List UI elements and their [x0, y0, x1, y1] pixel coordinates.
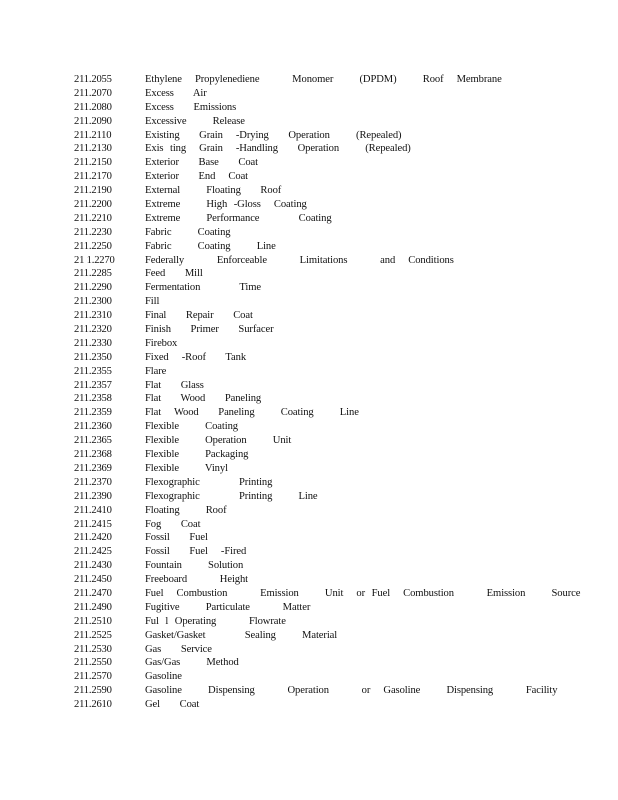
section-number: 211.2420 [74, 532, 112, 544]
definition-row [74, 531, 594, 545]
section-number: 211.2130 [74, 143, 112, 155]
definition-row [74, 434, 594, 448]
definition-row [74, 198, 594, 212]
defined-term: Exterior Base Coat [145, 157, 259, 169]
defined-term: Firebox [145, 337, 178, 349]
section-number: 211.2510 [74, 615, 112, 627]
definition-row [74, 406, 594, 420]
section-number: 211.2358 [74, 393, 112, 405]
defined-term: Flexible Operation Unit [145, 435, 292, 447]
defined-term: Fermentation Time [145, 282, 261, 294]
section-number: 211.2300 [74, 296, 112, 308]
definition-row [74, 629, 594, 643]
definition-row [74, 295, 594, 309]
section-number: 211.2150 [74, 157, 112, 169]
defined-term: Finish Primer Surfacer [145, 324, 274, 336]
definition-row [74, 212, 594, 226]
definition-row [74, 170, 594, 184]
section-number: 211.2110 [74, 129, 112, 141]
defined-term: Feed Mill [145, 268, 203, 280]
section-number: 211.2365 [74, 435, 112, 447]
section-number: 211.2450 [74, 574, 112, 586]
defined-term: Gas/Gas Method [145, 657, 239, 669]
section-number: 211.2355 [74, 365, 112, 377]
definition-row [74, 267, 594, 281]
section-number: 211.2425 [74, 546, 112, 558]
defined-term: Gasoline Dispensing Operation or Gasoline Dispensing Facility [145, 685, 558, 697]
section-number: 211.2390 [74, 490, 112, 502]
defined-term: Flat Wood Paneling [145, 393, 262, 405]
definition-row [74, 87, 594, 101]
section-number: 211.2350 [74, 351, 112, 363]
section-number: 211.2368 [74, 449, 112, 461]
definition-row [74, 698, 594, 712]
defined-term: Gasoline [145, 671, 182, 683]
defined-term: Ethylene Propylenediene Monomer (DPDM) Roof Membrane [145, 74, 502, 85]
section-number: 211.2525 [74, 629, 112, 641]
definition-row [74, 476, 594, 490]
definition-row [74, 670, 594, 684]
defined-term: Fixed -Roof Tank [145, 351, 247, 363]
defined-term: Fugitive Particulate Matter [145, 601, 311, 613]
defined-term: Flexible Vinyl [145, 462, 228, 474]
defined-term: Final Repair Coat [145, 310, 253, 322]
defined-term: Flexible Packaging [145, 449, 249, 461]
defined-term: Fabric Coating Line [145, 240, 276, 252]
defined-term: Ful l Operating Flowrate [145, 615, 286, 627]
definition-row [74, 490, 594, 504]
definition-row [74, 226, 594, 240]
defined-term: Fountain Solution [145, 560, 244, 572]
section-number: 211.2370 [74, 476, 112, 488]
definition-row [74, 129, 594, 143]
defined-term: External Floating Roof [145, 185, 282, 197]
defined-term: Floating Roof [145, 504, 227, 516]
definition-row [74, 656, 594, 670]
section-number: 211.2230 [74, 226, 112, 238]
section-number: 211.2550 [74, 657, 112, 669]
definition-row [74, 365, 594, 379]
definition-row [74, 184, 594, 198]
section-number: 211.2070 [74, 87, 112, 99]
defined-term: Federally Enforceable Limitations and Conditions [145, 254, 454, 266]
defined-term: Fog Coat [145, 518, 201, 530]
defined-term: Excessive Release [145, 115, 245, 127]
definition-row [74, 73, 594, 87]
section-number: 211.2310 [74, 310, 112, 322]
definition-row [74, 142, 594, 156]
section-number: 211.2530 [74, 643, 112, 655]
section-number: 211.2210 [74, 212, 112, 224]
definition-row [74, 379, 594, 393]
defined-term: Fabric Coating [145, 226, 231, 238]
section-number: 211.2330 [74, 337, 112, 349]
defined-term: Gel Coat [145, 699, 200, 711]
section-number: 21 1.2270 [74, 254, 115, 266]
definition-row [74, 684, 594, 698]
definition-row [74, 643, 594, 657]
defined-term: Excess Emissions [145, 101, 237, 113]
definition-row [74, 309, 594, 323]
section-number: 211.2190 [74, 185, 112, 197]
definition-row [74, 281, 594, 295]
defined-term: Flare [145, 365, 167, 377]
definition-row [74, 518, 594, 532]
definition-row [74, 156, 594, 170]
section-number: 211.2290 [74, 282, 112, 294]
definition-row [74, 504, 594, 518]
defined-term: Extreme High -Gloss Coating [145, 199, 307, 211]
section-number: 211.2357 [74, 379, 112, 391]
section-number: 211.2470 [74, 587, 112, 599]
defined-term: Flat Wood Paneling Coating Line [145, 407, 359, 419]
definition-row [74, 420, 594, 434]
section-number: 211.2359 [74, 407, 112, 419]
defined-term: Gasket/Gasket Sealing Material [145, 629, 338, 641]
definition-row [74, 462, 594, 476]
definition-row [74, 587, 594, 601]
definition-row [74, 392, 594, 406]
section-number: 211.2430 [74, 560, 112, 572]
definition-row [74, 240, 594, 254]
defined-term: Flexographic Printing Line [145, 490, 318, 502]
section-number: 211.2250 [74, 240, 112, 252]
definition-row [74, 545, 594, 559]
definition-row [74, 601, 594, 615]
definition-row [74, 254, 594, 268]
defined-term: Fossil Fuel [145, 532, 208, 544]
definition-row [74, 337, 594, 351]
definition-row [74, 573, 594, 587]
section-number: 211.2369 [74, 462, 112, 474]
defined-term: Extreme Performance Coating [145, 212, 332, 224]
section-number: 211.2055 [74, 74, 112, 85]
defined-term: Fuel Combustion Emission Unit or Fuel Combustion Emission Source [145, 587, 581, 599]
section-number: 211.2610 [74, 699, 112, 711]
definition-row [74, 351, 594, 365]
section-number: 211.2285 [74, 268, 112, 280]
definition-row [74, 323, 594, 337]
definitions-list [74, 73, 594, 712]
section-number: 211.2415 [74, 518, 112, 530]
section-number: 211.2320 [74, 324, 112, 336]
definition-row [74, 115, 594, 129]
section-number: 211.2080 [74, 101, 112, 113]
definition-row [74, 448, 594, 462]
definition-row [74, 101, 594, 115]
defined-term: Existing Grain -Drying Operation (Repealed) [145, 129, 402, 141]
section-number: 211.2570 [74, 671, 112, 683]
section-number: 211.2090 [74, 115, 112, 127]
defined-term: Gas Service [145, 643, 212, 655]
section-number: 211.2170 [74, 171, 112, 183]
section-number: 211.2360 [74, 421, 112, 433]
defined-term: Exis ting Grain -Handling Operation (Repealed) [145, 143, 411, 155]
defined-term: Flexible Coating [145, 421, 238, 433]
section-number: 211.2410 [74, 504, 112, 516]
section-number: 211.2590 [74, 685, 112, 697]
defined-term: Flexographic Printing [145, 476, 273, 488]
defined-term: Fill [145, 296, 160, 308]
definition-row [74, 559, 594, 573]
definition-row [74, 615, 594, 629]
defined-term: Freeboard Height [145, 574, 249, 586]
defined-term: Fossil Fuel -Fired [145, 546, 247, 558]
section-number: 211.2200 [74, 199, 112, 211]
defined-term: Flat Glass [145, 379, 204, 391]
section-number: 211.2490 [74, 601, 112, 613]
defined-term: Exterior End Coat [145, 171, 249, 183]
defined-term: Excess Air [145, 87, 207, 99]
